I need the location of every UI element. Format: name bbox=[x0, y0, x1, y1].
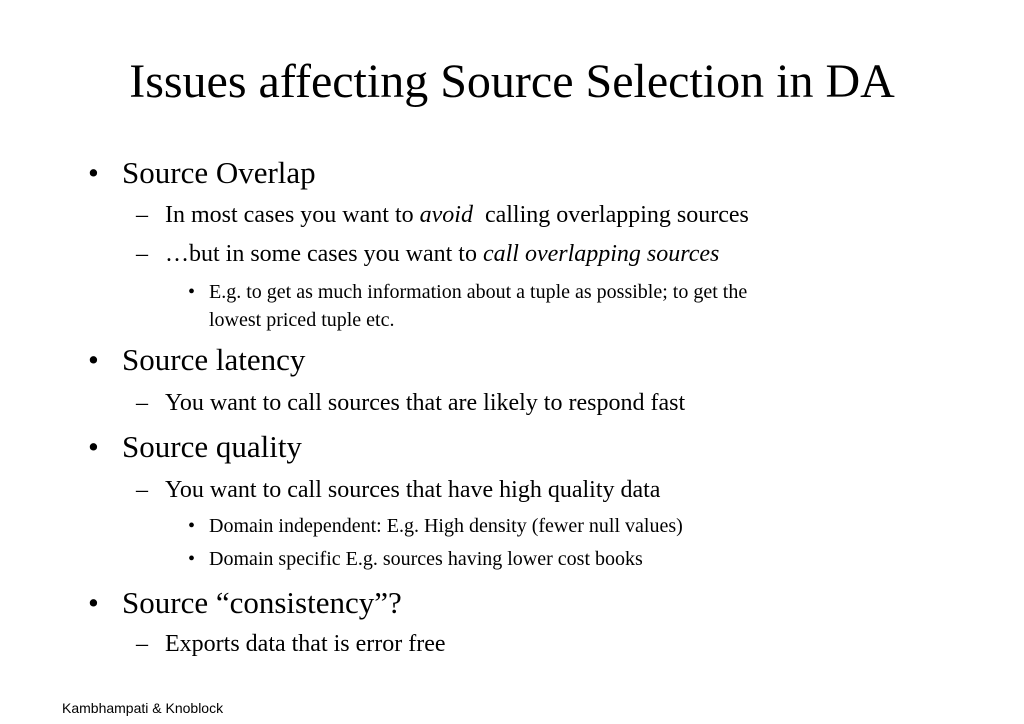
bullet-label: Source “consistency”? bbox=[122, 585, 402, 620]
detail-text: Domain specific E.g. sources having lower cost books bbox=[209, 548, 643, 570]
detail-text: Domain independent: E.g. High density (fewer null values) bbox=[209, 515, 683, 537]
sub-bullet-text bbox=[165, 202, 749, 229]
dash-marker: – bbox=[136, 477, 148, 503]
bullet-label: Source Overlap bbox=[122, 155, 316, 190]
bullet-label: Source quality bbox=[122, 429, 302, 464]
bullet-label: Source latency bbox=[122, 342, 306, 377]
text-emphasis: avoid bbox=[419, 202, 473, 228]
dash-marker: – bbox=[136, 202, 148, 228]
text-emphasis: call overlapping sources bbox=[482, 241, 720, 267]
bullet-marker: • bbox=[88, 342, 99, 377]
sub-bullet-text: You want to call sources that have high quality data bbox=[165, 477, 661, 503]
detail-text-line-2: lowest priced tuple etc. bbox=[209, 309, 395, 331]
bullet-marker: • bbox=[88, 429, 99, 464]
bullet-marker: • bbox=[188, 548, 196, 570]
slide-title: Issues affecting Source Selection in DA bbox=[129, 55, 895, 108]
footer-author-credit: Kambhampati & Knoblock bbox=[62, 700, 224, 716]
dash-marker: – bbox=[136, 241, 148, 267]
sub-bullet-text: You want to call sources that are likely to respond fast bbox=[165, 390, 686, 416]
sub-bullet-text: Exports data that is error free bbox=[165, 631, 446, 657]
text-plain: …but in some cases you want to bbox=[165, 241, 483, 267]
detail-text-line-1: E.g. to get as much information about a tuple as possible; to get the bbox=[209, 281, 748, 303]
text-plain: In most cases you want to bbox=[165, 202, 420, 228]
sub-bullet-text bbox=[165, 241, 719, 268]
dash-marker: – bbox=[136, 390, 148, 416]
bullet-marker: • bbox=[88, 585, 99, 620]
bullet-marker: • bbox=[188, 515, 196, 537]
bullet-marker: • bbox=[188, 281, 196, 303]
text-plain: calling overlapping sources bbox=[472, 202, 749, 228]
dash-marker: – bbox=[136, 631, 148, 657]
bullet-marker: • bbox=[88, 155, 99, 190]
